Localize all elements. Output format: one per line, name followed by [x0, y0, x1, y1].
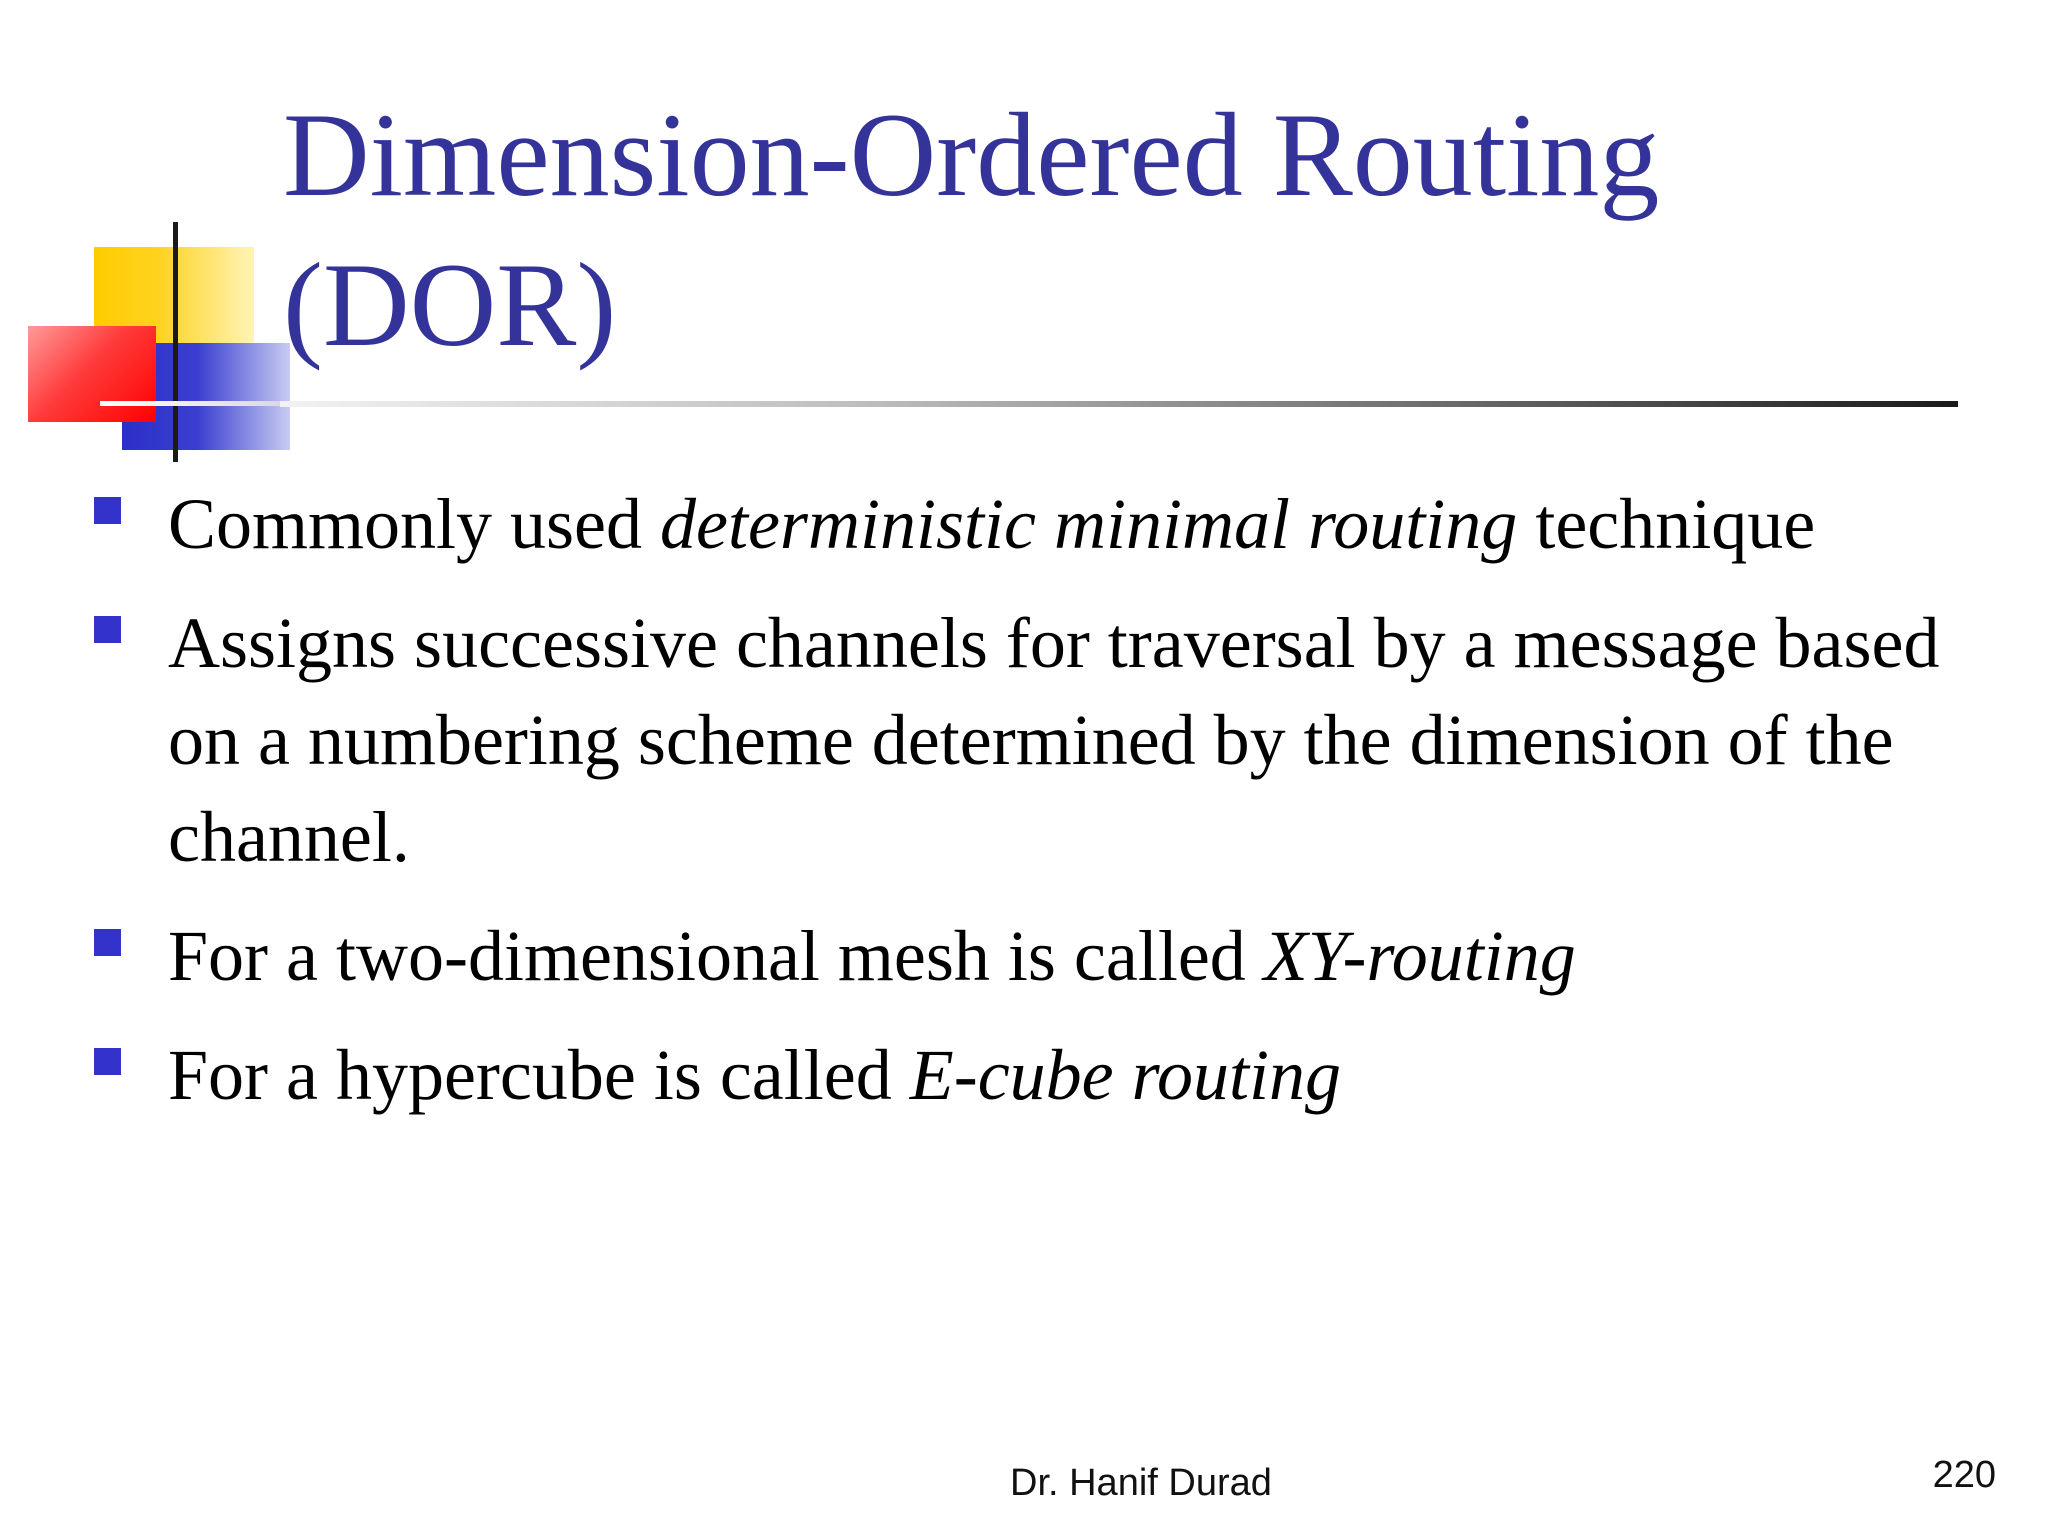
bullet-text: Assigns successive channels for traversal by a message based on a numbering scheme determined by the dimension of the channel.	[168, 603, 1940, 877]
square-bullet-icon	[94, 929, 121, 956]
title-underline-rule	[280, 401, 1958, 407]
short-horizontal-line-shape	[100, 401, 290, 406]
bullet-text: Commonly used	[168, 484, 661, 564]
decorative-logo	[0, 0, 300, 470]
square-bullet-icon	[94, 616, 121, 643]
red-square-shape	[28, 326, 156, 422]
square-bullet-icon	[94, 1048, 121, 1075]
slide-title: Dimension-Ordered Routing (DOR)	[283, 88, 1660, 371]
bullet-emphasis: E-cube routing	[909, 1035, 1341, 1115]
bullet-text: For a hypercube is called	[168, 1035, 910, 1115]
vertical-line-shape	[173, 222, 178, 462]
bullet-text: For a two-dimensional mesh is called	[168, 916, 1264, 996]
page-number: 220	[1932, 1454, 1996, 1496]
bullet-text-tail: technique	[1517, 484, 1816, 564]
bullet-emphasis: deterministic minimal routing	[660, 484, 1518, 564]
footer-author: Dr. Hanif Durad	[1010, 1462, 1272, 1504]
bullet-item	[90, 1027, 1990, 1124]
square-bullet-icon	[94, 497, 121, 524]
bullet-list	[90, 476, 1990, 1146]
bullet-item	[90, 908, 1990, 1005]
bullet-emphasis: XY-routing	[1263, 916, 1576, 996]
bullet-item	[90, 476, 1990, 573]
bullet-item	[90, 595, 1990, 886]
